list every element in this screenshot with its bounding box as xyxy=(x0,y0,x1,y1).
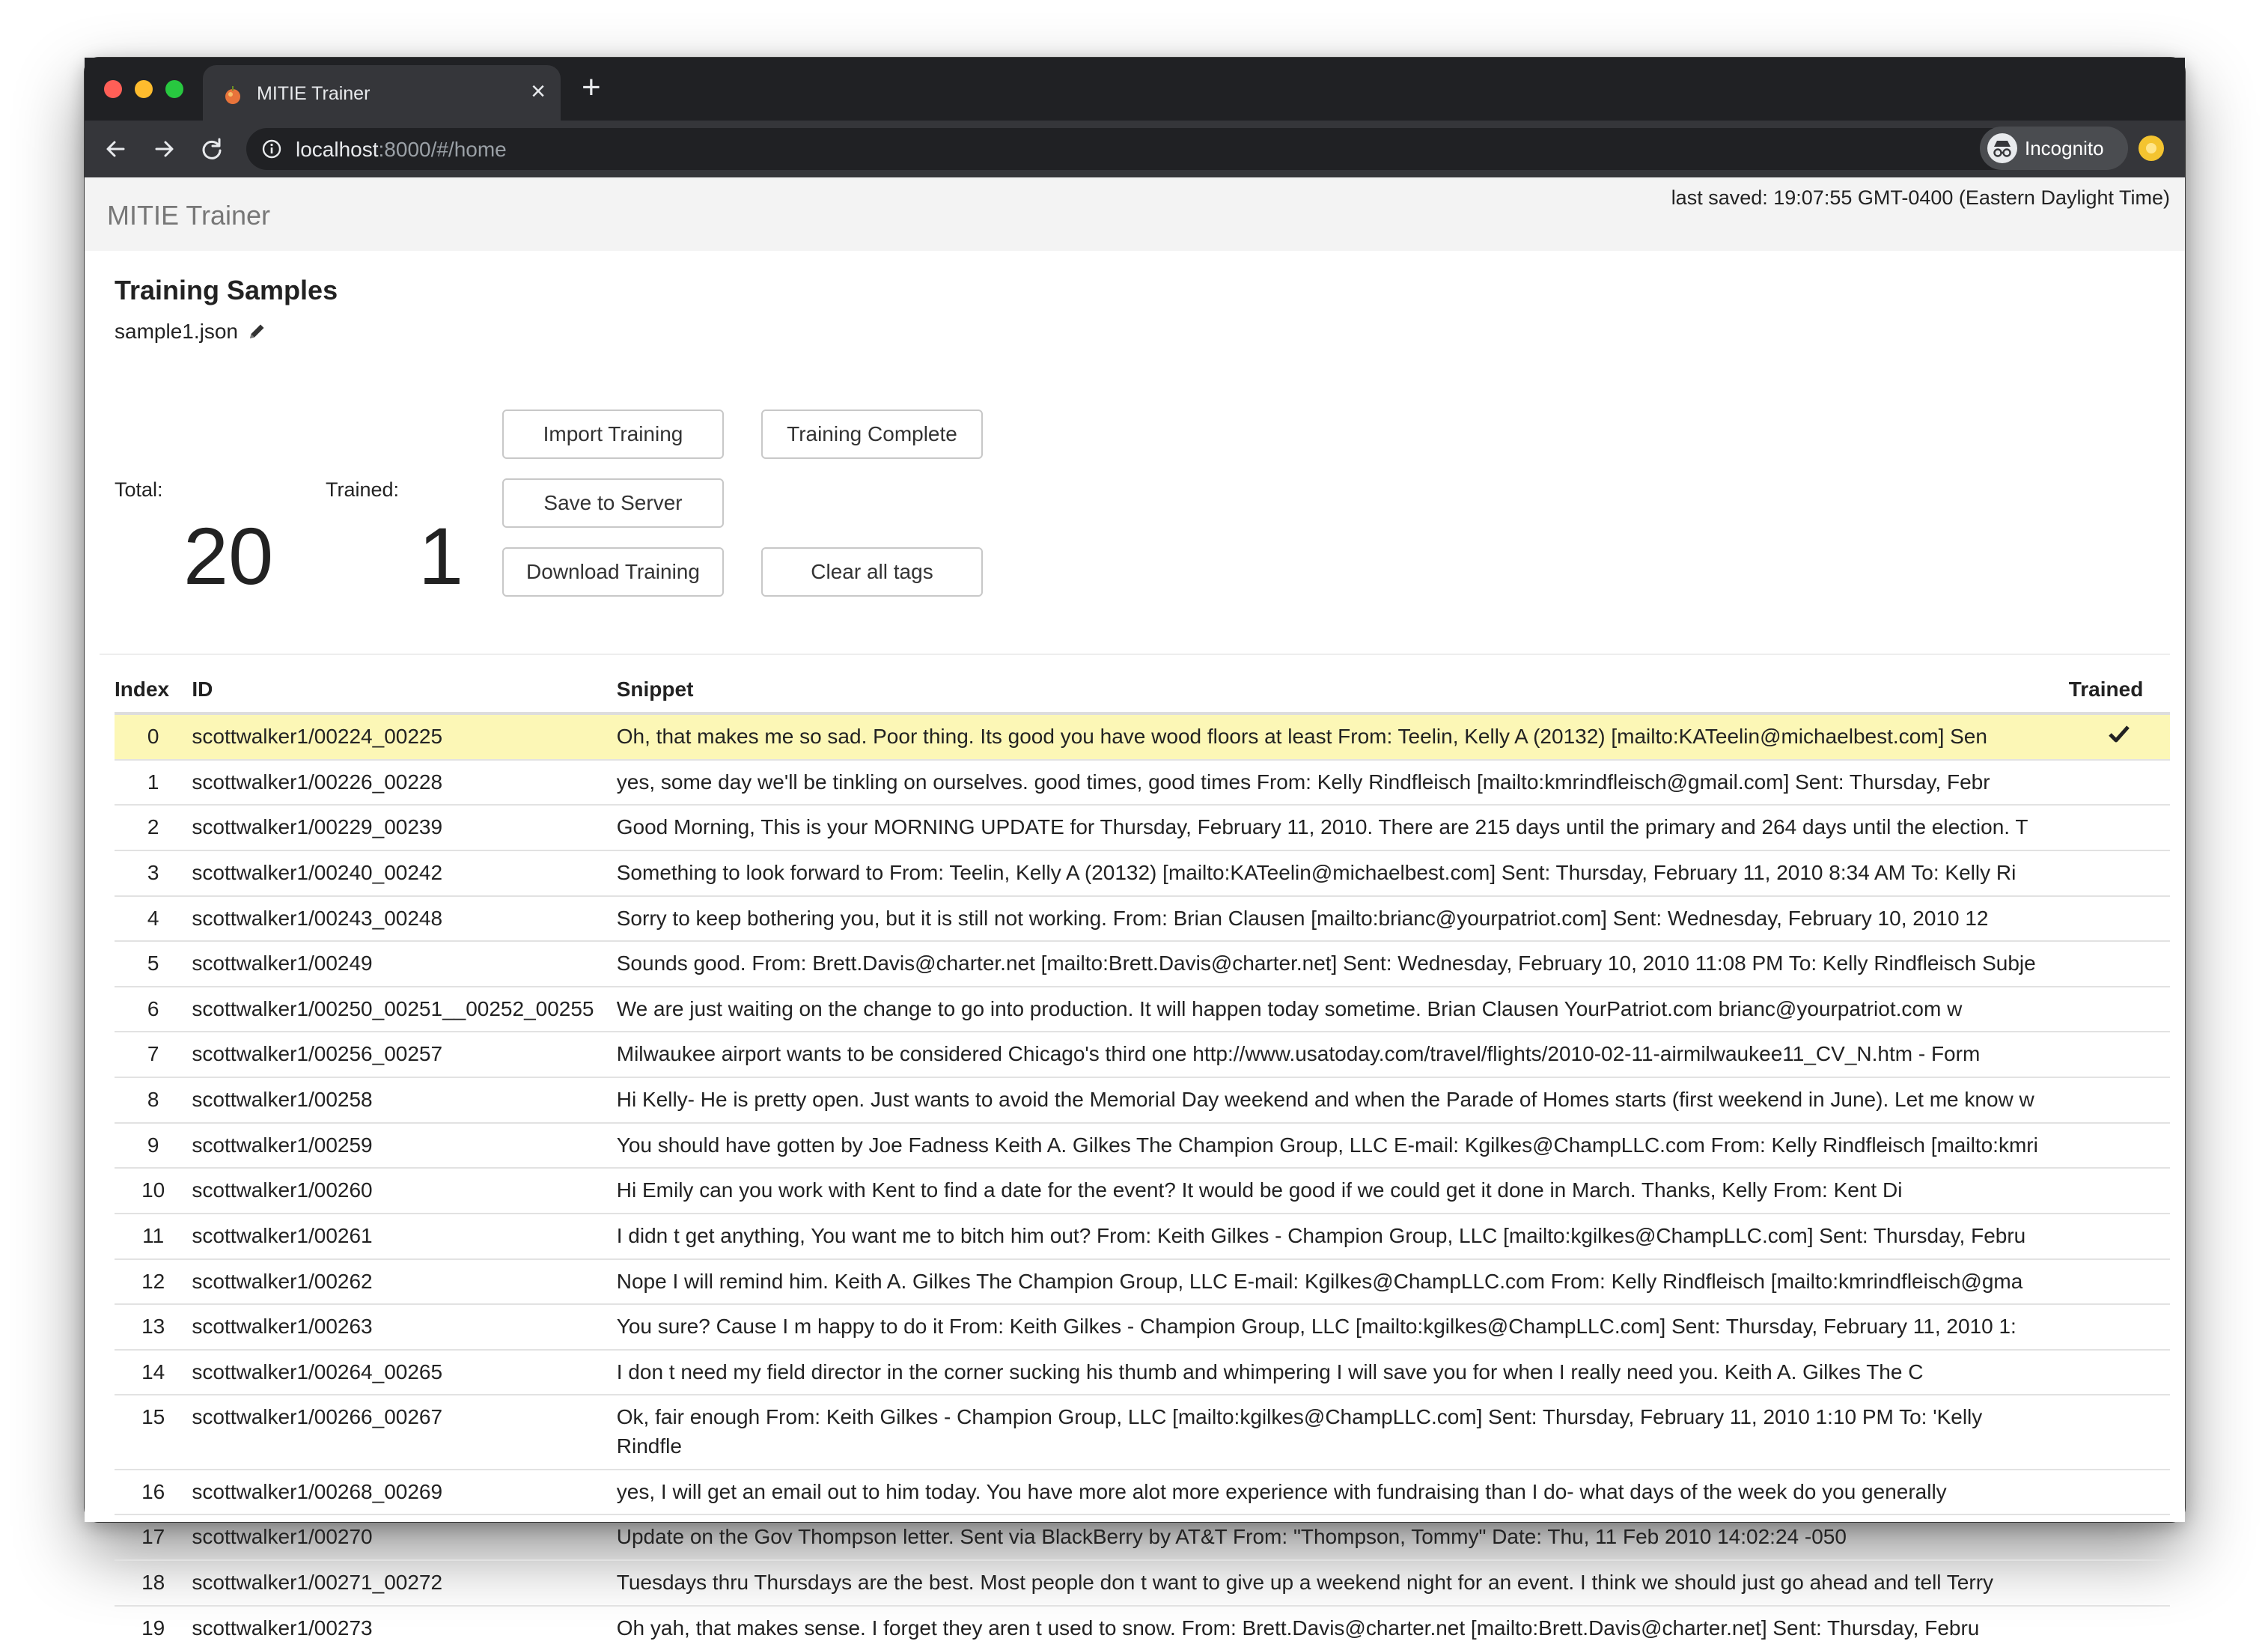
row-trained xyxy=(2069,850,2170,896)
trained-label: Trained: xyxy=(326,478,399,502)
row-index: 12 xyxy=(115,1259,192,1305)
table-row[interactable] xyxy=(115,1168,2170,1214)
browser-window xyxy=(84,57,2186,1523)
table-row[interactable] xyxy=(115,1395,2170,1469)
row-trained xyxy=(2069,1514,2170,1560)
table-row[interactable] xyxy=(115,1560,2170,1606)
table-row[interactable] xyxy=(115,850,2170,896)
filename: sample1.json xyxy=(115,320,238,344)
row-index: 3 xyxy=(115,850,192,896)
close-icon[interactable]: × xyxy=(531,79,546,104)
row-snippet: Ok, fair enough From: Keith Gilkes - Champion Group, LLC [mailto:kgilkes@ChampLLC.com] Sent: Thursday, February 11, 2010 1:10 PM To: 'Kelly Rindfle xyxy=(617,1395,2069,1469)
column-header-snippet[interactable]: Snippet xyxy=(617,672,2069,713)
row-snippet: yes, some day we'll be tinkling on ourselves. good times, good times From: Kelly Rindfleisch [mailto:kmrindfleisch@gmail.com] Sent: Thursday, Febr xyxy=(617,760,2069,806)
minimize-window-button[interactable] xyxy=(135,80,153,98)
row-snippet: yes, I will get an email out to him today. You have more alot more experience with fundraising than I do- what days of the week do you generally xyxy=(617,1470,2069,1515)
row-id: scottwalker1/00243_00248 xyxy=(192,896,616,942)
app-navbar xyxy=(85,177,2185,251)
column-header-index[interactable]: Index xyxy=(115,672,192,713)
row-id: scottwalker1/00224_00225 xyxy=(192,713,616,760)
import-training-button[interactable]: Import Training xyxy=(502,410,724,459)
table-row[interactable] xyxy=(115,1350,2170,1395)
info-icon[interactable] xyxy=(261,138,282,159)
url-host: localhost xyxy=(296,138,379,161)
table-row[interactable] xyxy=(115,760,2170,806)
page-title: Training Samples xyxy=(115,275,338,306)
plus-icon[interactable]: + xyxy=(582,71,601,104)
row-index: 0 xyxy=(115,713,192,760)
row-index: 8 xyxy=(115,1077,192,1123)
row-id: scottwalker1/00260 xyxy=(192,1168,616,1214)
checkmark-icon xyxy=(2108,724,2130,743)
trained-value: 1 xyxy=(418,516,463,597)
row-snippet: Good Morning, This is your MORNING UPDATE for Thursday, February 11, 2010. There are 215 days until the primary and 264 days until the election. T xyxy=(617,805,2069,850)
row-id: scottwalker1/00264_00265 xyxy=(192,1350,616,1395)
table-body xyxy=(115,713,2170,1650)
browser-tab[interactable] xyxy=(203,65,561,121)
row-snippet: You sure? Cause I m happy to do it From: Keith Gilkes - Champion Group, LLC [mailto:kgilkes@ChampLLC.com] Sent: Thursday, February 11, 2010 1: xyxy=(617,1304,2069,1350)
row-index: 5 xyxy=(115,941,192,987)
row-snippet: Sorry to keep bothering you, but it is still not working. From: Brian Clausen [mailto:brianc@yourpatriot.com] Sent: Wednesday, February 10, 2010 12 xyxy=(617,896,2069,942)
row-index: 9 xyxy=(115,1123,192,1169)
row-id: scottwalker1/00271_00272 xyxy=(192,1560,616,1606)
row-snippet: Hi Kelly- He is pretty open. Just wants to avoid the Memorial Day weekend and when the Parade of Homes starts (first weekend in June). Let me know w xyxy=(617,1077,2069,1123)
row-index: 17 xyxy=(115,1514,192,1560)
row-id: scottwalker1/00229_00239 xyxy=(192,805,616,850)
row-id: scottwalker1/00258 xyxy=(192,1077,616,1123)
table-row[interactable] xyxy=(115,1214,2170,1259)
samples-table xyxy=(115,672,2170,1650)
row-index: 4 xyxy=(115,896,192,942)
row-trained xyxy=(2069,941,2170,987)
clear-all-tags-button[interactable]: Clear all tags xyxy=(761,547,983,597)
total-value: 20 xyxy=(183,516,273,597)
row-trained xyxy=(2069,1168,2170,1214)
row-id: scottwalker1/00250_00251__00252_00255 xyxy=(192,987,616,1032)
training-complete-button[interactable]: Training Complete xyxy=(761,410,983,459)
extension-icon[interactable] xyxy=(2139,136,2164,161)
save-to-server-button[interactable]: Save to Server xyxy=(502,478,724,528)
row-trained xyxy=(2069,713,2170,760)
row-snippet: I didn t get anything, You want me to bitch him out? From: Keith Gilkes - Champion Group, LLC [mailto:kgilkes@ChampLLC.com] Sent: Thursday, Febru xyxy=(617,1214,2069,1259)
table-row[interactable] xyxy=(115,1606,2170,1650)
row-trained xyxy=(2069,1470,2170,1515)
row-snippet: Something to look forward to From: Teelin, Kelly A (20132) [mailto:KATeelin@michaelbest.com] Sent: Thursday, February 11, 2010 8:34 AM To: Kelly Ri xyxy=(617,850,2069,896)
url-text[interactable] xyxy=(296,138,507,162)
row-id: scottwalker1/00263 xyxy=(192,1304,616,1350)
column-header-id[interactable]: ID xyxy=(192,672,616,713)
incognito-label: Incognito xyxy=(2025,137,2104,160)
row-id: scottwalker1/00249 xyxy=(192,941,616,987)
row-snippet: Update on the Gov Thompson letter. Sent via BlackBerry by AT&T From: "Thompson, Tommy" Date: Thu, 11 Feb 2010 14:02:24 -050 xyxy=(617,1514,2069,1560)
row-trained xyxy=(2069,1214,2170,1259)
row-trained xyxy=(2069,1123,2170,1169)
row-trained xyxy=(2069,1350,2170,1395)
filename-row xyxy=(115,320,268,344)
row-snippet: I don t need my field director in the corner sucking his thumb and whimpering I will save you for when I really need you. Keith A. Gilkes The C xyxy=(617,1350,2069,1395)
row-snippet: Sounds good. From: Brett.Davis@charter.net [mailto:Brett.Davis@charter.net] Sent: Wednesday, February 10, 2010 11:08 PM To: Kelly Rindfleisch Subje xyxy=(617,941,2069,987)
window-controls xyxy=(104,80,183,98)
row-index: 10 xyxy=(115,1168,192,1214)
row-trained xyxy=(2069,1606,2170,1650)
row-snippet: Oh yah, that makes sense. I forget they aren t used to snow. From: Brett.Davis@charter.net [mailto:Brett.Davis@charter.net] Sent: Thursday, Febru xyxy=(617,1606,2069,1650)
row-trained xyxy=(2069,896,2170,942)
row-id: scottwalker1/00261 xyxy=(192,1214,616,1259)
incognito-profile-button[interactable] xyxy=(1980,127,2128,170)
row-id: scottwalker1/00266_00267 xyxy=(192,1395,616,1469)
row-trained xyxy=(2069,1304,2170,1350)
row-id: scottwalker1/00262 xyxy=(192,1259,616,1305)
row-index: 15 xyxy=(115,1395,192,1469)
row-snippet: Milwaukee airport wants to be considered Chicago's third one http://www.usatoday.com/travel/flights/2010-02-11-airmilwaukee11_CV_N.htm - Form xyxy=(617,1032,2069,1077)
forward-arrow-icon[interactable] xyxy=(147,133,180,165)
row-index: 14 xyxy=(115,1350,192,1395)
row-id: scottwalker1/00270 xyxy=(192,1514,616,1560)
row-snippet: Oh, that makes me so sad. Poor thing. Its good you have wood floors at least From: Teelin, Kelly A (20132) [mailto:KATeelin@michaelbest.com] Sen xyxy=(617,713,2069,760)
row-index: 13 xyxy=(115,1304,192,1350)
pencil-icon[interactable] xyxy=(246,320,268,343)
row-index: 16 xyxy=(115,1470,192,1515)
column-header-trained[interactable]: Trained xyxy=(2069,672,2170,713)
table-row[interactable] xyxy=(115,805,2170,850)
row-trained xyxy=(2069,987,2170,1032)
divider xyxy=(100,654,2170,655)
row-snippet: Hi Emily can you work with Kent to find a date for the event? It would be good if we could get it done in March. Thanks, Kelly From: Kent Di xyxy=(617,1168,2069,1214)
row-trained xyxy=(2069,1259,2170,1305)
app-brand[interactable]: MITIE Trainer xyxy=(107,200,270,231)
row-trained xyxy=(2069,805,2170,850)
close-window-button[interactable] xyxy=(104,80,122,98)
row-index: 7 xyxy=(115,1032,192,1077)
favicon-icon xyxy=(222,85,243,106)
row-snippet: We are just waiting on the change to go into production. It will happen today sometime. Brian Clausen YourPatriot.com brianc@yourpatriot.com w xyxy=(617,987,2069,1032)
row-snippet: Nope I will remind him. Keith A. Gilkes The Champion Group, LLC E-mail: Kgilkes@ChampLLC.com From: Kelly Rindfleisch [mailto:kmrindfleisch@gma xyxy=(617,1259,2069,1305)
table-row[interactable] xyxy=(115,1077,2170,1123)
row-trained xyxy=(2069,1077,2170,1123)
row-id: scottwalker1/00273 xyxy=(192,1606,616,1650)
row-index: 2 xyxy=(115,805,192,850)
row-index: 19 xyxy=(115,1606,192,1650)
reload-icon[interactable] xyxy=(195,133,228,165)
row-trained xyxy=(2069,760,2170,806)
row-index: 11 xyxy=(115,1214,192,1259)
row-id: scottwalker1/00259 xyxy=(192,1123,616,1169)
table-header-row xyxy=(115,672,2170,713)
table-row[interactable] xyxy=(115,941,2170,987)
table-row[interactable] xyxy=(115,987,2170,1032)
row-index: 18 xyxy=(115,1560,192,1606)
row-index: 1 xyxy=(115,760,192,806)
row-id: scottwalker1/00240_00242 xyxy=(192,850,616,896)
row-id: scottwalker1/00226_00228 xyxy=(192,760,616,806)
zoom-window-button[interactable] xyxy=(165,80,183,98)
last-saved-status: last saved: 19:07:55 GMT-0400 (Eastern Daylight Time) xyxy=(1671,186,2170,210)
row-trained xyxy=(2069,1395,2170,1469)
row-index: 6 xyxy=(115,987,192,1032)
table-row[interactable] xyxy=(115,1304,2170,1350)
incognito-icon xyxy=(1987,133,2017,163)
table-row[interactable] xyxy=(115,1514,2170,1560)
table-row[interactable] xyxy=(115,1032,2170,1077)
browser-toolbar xyxy=(85,121,2185,177)
row-id: scottwalker1/00268_00269 xyxy=(192,1470,616,1515)
row-snippet: You should have gotten by Joe Fadness Keith A. Gilkes The Champion Group, LLC E-mail: Kgilkes@ChampLLC.com From: Kelly Rindfleisch [mailto:kmri xyxy=(617,1123,2069,1169)
table-row[interactable] xyxy=(115,896,2170,942)
table-row[interactable] xyxy=(115,1123,2170,1169)
table-row[interactable] xyxy=(115,713,2170,760)
tab-title: MITIE Trainer xyxy=(257,83,370,105)
row-snippet: Tuesdays thru Thursdays are the best. Most people don t want to give up a weekend night for an event. I think we should just go ahead and tell Terry xyxy=(617,1560,2069,1606)
total-label: Total: xyxy=(115,478,163,502)
address-bar[interactable] xyxy=(246,128,2029,170)
page xyxy=(85,177,2185,1522)
row-id: scottwalker1/00256_00257 xyxy=(192,1032,616,1077)
download-training-button[interactable]: Download Training xyxy=(502,547,724,597)
row-trained xyxy=(2069,1032,2170,1077)
url-path: :8000/#/home xyxy=(379,138,507,161)
table-row[interactable] xyxy=(115,1259,2170,1305)
table-row[interactable] xyxy=(115,1470,2170,1515)
tab-strip xyxy=(85,58,2185,121)
row-trained xyxy=(2069,1560,2170,1606)
back-arrow-icon[interactable] xyxy=(100,133,132,165)
